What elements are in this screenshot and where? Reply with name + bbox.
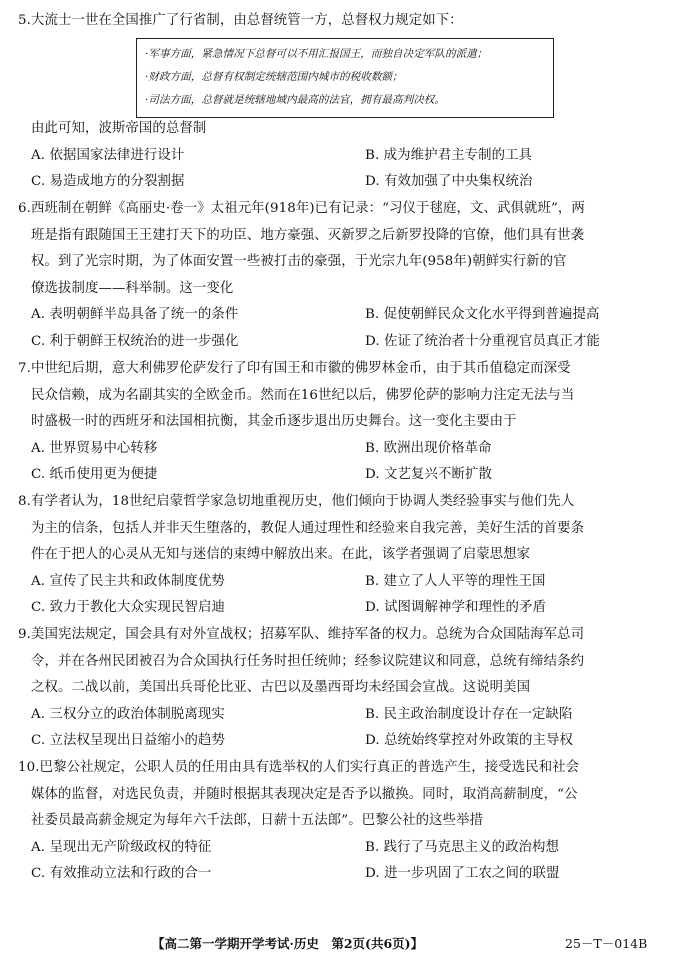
footer-title: 【高二第一学期开学考试·历史 第2页(共6页)】: [152, 936, 424, 951]
q9-option-d: D. 总统始终掌控对外政策的主导权: [365, 733, 573, 749]
q6-option-c: C. 利于朝鲜王权统治的进一步强化: [31, 333, 239, 349]
q8-line-1: 8.有学者认为，18世纪启蒙哲学家急切地重视历史，他们倾向于协调人类经验事实与他们先人: [18, 494, 575, 509]
q10-line-2: 媒体的监督，对选民负责，并随时根据其表现决定是否予以撤换。同时，取消高薪制度，“公: [31, 786, 578, 802]
q7-option-b: B. 欧洲出现价格革命: [365, 440, 492, 456]
q7-line-2: 民众信赖，成为名副其实的全欧金币。然而在16世纪以后，佛罗伦萨的影响力注定无法与当: [31, 387, 575, 403]
q8-option-b: B. 建立了人人平等的理性王国: [365, 573, 546, 589]
q5-box-line-3: ·司法方面，总督就是统辖地域内最高的法官，拥有最高判决权。: [145, 94, 445, 106]
q6-line-4: 僚选拔制度——科举制。这一变化: [31, 280, 234, 296]
q5-option-a: A. 依据国家法律进行设计: [31, 147, 185, 163]
q8-option-d: D. 试图调解神学和理性的矛盾: [365, 600, 546, 616]
q9-options: [18, 702, 668, 755]
q7-option-c: C. 纸币使用更为便捷: [31, 467, 158, 483]
q7-line-1: 7.中世纪后期，意大利佛罗伦萨发行了印有国王和市徽的佛罗林金币，由于其币值稳定而深受: [18, 361, 571, 376]
q6-options: [18, 302, 668, 355]
question-9: [18, 622, 668, 755]
q9-option-c: C. 立法权呈现出日益缩小的趋势: [31, 733, 225, 749]
question-5: [18, 8, 668, 35]
q8-option-c: C. 致力于教化大众实现民智启迪: [31, 600, 225, 616]
page-footer: [0, 934, 677, 956]
q9-option-b: B. 民主政治制度设计存在一定缺陷: [365, 706, 573, 722]
q6-line-1: 6.西班制在朝鲜《高丽史·卷一》太祖元年(918年)已有记录：“习仪于毬庭，文、武俱就班”，两: [18, 201, 585, 216]
q8-option-a: A. 宣传了民主共和政体制度优势: [31, 573, 225, 589]
q8-options: [18, 569, 668, 622]
question-7: [18, 356, 668, 489]
q10-line-1: 10.巴黎公社规定，公职人员的任用由具有选举权的人们实行真正的普选产生，接受选民和社会: [18, 760, 580, 775]
q5-box-line-1: ·军事方面，紧急情况下总督可以不用汇报国王，而独自决定军队的派遣；: [145, 48, 488, 60]
q10-option-a: A. 呈现出无产阶级政权的特征: [31, 839, 212, 855]
q5-box-line-2: ·财政方面，总督有权制定统辖范围内城市的税收数额；: [145, 71, 403, 83]
q9-line-3: 之权。二战以前，美国出兵哥伦比亚、古巴以及墨西哥均未经国会宣战。这说明美国: [31, 680, 531, 696]
q5-tail: 由此可知，波斯帝国的总督制: [31, 121, 207, 136]
q10-option-b: B. 践行了马克思主义的政治构想: [365, 839, 560, 855]
q7-option-a: A. 世界贸易中心转移: [31, 440, 158, 456]
q6-option-b: B. 促使朝鲜民众文化水平得到普遍提高: [365, 307, 600, 323]
q10-option-c: C. 有效推动立法和行政的合一: [31, 866, 212, 882]
question-6: [18, 196, 668, 356]
question-5-body: [18, 116, 668, 196]
q6-line-2: 班是指有跟随国王王建打天下的功臣、地方豪强、灭新罗之后新罗投降的官僚，他们具有世袭: [31, 227, 585, 243]
q6-line-3: 权。到了光宗时期，为了体面安置一些被打击的豪强，于光宗九年(958年)朝鲜实行新的官: [31, 254, 567, 270]
q8-line-3: 件在于把人的心灵从无知与迷信的束缚中解放出来。在此，该学者强调了启蒙思想家: [31, 547, 531, 563]
q10-option-d: D. 进一步巩固了工农之间的联盟: [365, 866, 560, 882]
q5-option-d: D. 有效加强了中央集权统治: [365, 174, 533, 190]
question-10: [18, 755, 668, 888]
q8-line-2: 为主的信条，包括人并非天生堕落的，教促人通过理性和经验来自我完善，美好生活的首要条: [31, 520, 585, 536]
question-8: [18, 489, 668, 622]
q5-options: [18, 143, 668, 196]
q10-line-3: 社委员最高薪金规定为每年六千法郎，日薪十五法郎”。巴黎公社的这些举措: [31, 813, 484, 829]
q10-options: [18, 835, 668, 888]
q5-stem: 5.大流士一世在全国推广了行省制，由总督统管一方，总督权力规定如下：: [18, 13, 463, 28]
q6-option-d: D. 佐证了统治者十分重视官员真正才能: [365, 333, 600, 349]
q7-options: [18, 436, 668, 489]
q6-option-a: A. 表明朝鲜半岛具备了统一的条件: [31, 307, 239, 323]
q5-option-b: B. 成为维护君主专制的工具: [365, 147, 533, 163]
q7-option-d: D. 文艺复兴不断扩散: [365, 467, 492, 483]
q5-option-c: C. 易造成地方的分裂割据: [31, 174, 185, 190]
q9-line-1: 9.美国宪法规定，国会具有对外宣战权；招募军队、维持军备的权力。总统为合众国陆海军总司: [18, 627, 585, 642]
q9-option-a: A. 三权分立的政治体制脱离现实: [31, 706, 225, 722]
q9-line-2: 令，并在各州民团被召为合众国执行任务时担任统帅；经参议院建议和同意，总统有缔结条约: [31, 653, 585, 669]
q7-line-3: 时盛极一时的西班牙和法国相抗衡，其金币逐步退出历史舞台。这一变化主要由于: [31, 414, 517, 430]
footer-code: 25－T－014B: [565, 936, 648, 951]
q5-quote-box: [136, 38, 554, 118]
